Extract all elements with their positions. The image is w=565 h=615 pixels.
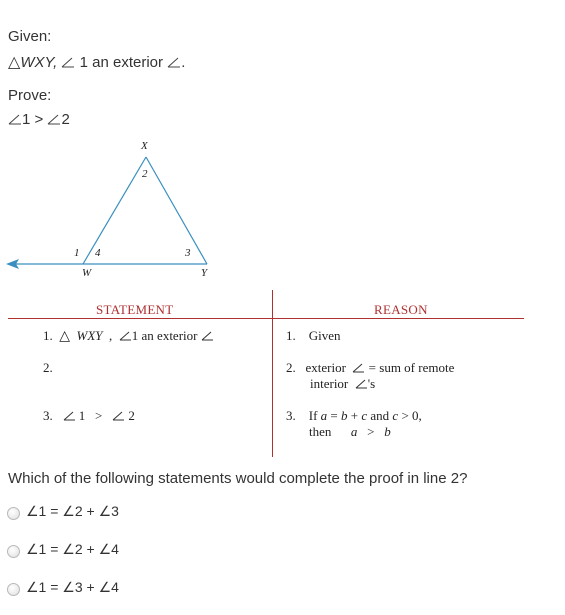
angle-1-label: 1 [74,247,80,259]
table-row-1-reason [286,328,341,344]
row-3-reason-b2: b [384,424,391,439]
statement-header: STATEMENT [96,302,174,317]
option-3-label: ∠1 = ∠3 + ∠4 [26,579,119,595]
radio-icon[interactable] [7,545,20,558]
row-1-statement-text: 1 an exterior [131,328,198,343]
vertex-w-label: W [82,267,92,279]
row-3-reason-if: If [308,408,318,423]
question-text: Which of the following statements would complete the proof in line 2? [8,470,468,487]
table-row-2-statement [43,360,53,376]
row-3-number: 3. [43,408,53,423]
row-2-reason-number: 2. [286,360,296,375]
table-vertical-rule [272,290,273,457]
row-2-reason-suffix: = sum of remote [368,360,455,375]
row-2-reason-line2: interior [310,376,349,391]
option-1-label: ∠1 = ∠2 + ∠3 [26,503,119,519]
angle-3-label: 3 [185,247,191,259]
row-3-reason-and: and [370,408,390,423]
option-2-label: ∠1 = ∠2 + ∠4 [26,541,119,557]
prove-left: 1 [22,111,31,128]
row-3-left: 1 [78,408,86,423]
angle-2-label: 2 [142,168,148,180]
row-3-reason-b: b [341,408,348,423]
reason-header: REASON [374,302,428,317]
triangle-side-xy [146,157,207,264]
row-3-op: > [95,408,103,423]
table-row-3-statement [43,408,135,424]
angle-icon [201,330,214,341]
row-3-reason-plus: + [350,408,359,423]
triangle-icon: △ [8,54,21,71]
angle-4-label: 4 [95,247,101,259]
vertex-x-label: X [141,140,148,152]
row-1-reason-number: 1. [286,328,296,343]
option-3[interactable] [6,579,206,597]
row-2-reason-prefix: exterior [305,360,346,375]
prove-right: 2 [61,111,70,128]
row-3-reason-gt: > [367,424,375,439]
row-3-reason-a2: a [350,424,358,439]
angle-icon [355,378,368,389]
table-row-1-statement [43,328,214,345]
table-row-2-reason [286,360,454,376]
radio-icon[interactable] [7,583,20,596]
angle-icon [112,410,125,421]
table-row-3-reason [286,408,422,424]
prove-heading: Prove: [8,87,52,104]
table-row-3-reason-line2 [309,424,391,440]
row-3-reason-a: a [320,408,328,423]
row-3-reason-then: then [309,424,332,439]
table-header-rule [8,318,524,319]
row-3-reason-number: 3. [286,408,296,423]
triangle-side-xw [83,157,146,264]
row-1-comma: , [109,328,113,343]
row-1-number: 1. [43,328,53,343]
given-heading: Given: [8,28,52,45]
given-line: △WXY, 1 an exterior . [8,54,186,71]
row-1-triangle-name: WXY [76,328,103,343]
prove-operator: > [34,111,44,128]
radio-icon[interactable] [7,507,20,520]
row-3-reason-c: c [361,408,368,423]
angle-icon [352,362,365,373]
given-triangle-name: WXY, [20,54,58,71]
row-1-reason: Given [308,328,341,343]
row-2-reason-line2-suffix: 's [367,376,376,391]
row-2-number: 2. [43,360,53,375]
triangle-figure [0,0,565,290]
given-text: 1 an exterior [79,54,164,71]
triangle-icon: △ [59,329,71,344]
row-3-reason-gt0: > 0, [401,408,422,423]
row-3-reason-eq: = [330,408,338,423]
row-3-reason-c2: c [392,408,399,423]
option-2[interactable] [6,541,206,559]
angle-icon [63,410,76,421]
vertex-y-label: Y [201,267,208,279]
row-3-right: 2 [128,408,135,423]
option-1[interactable] [6,503,206,521]
table-row-2-reason-line2 [310,376,375,392]
angle-icon [119,330,132,341]
